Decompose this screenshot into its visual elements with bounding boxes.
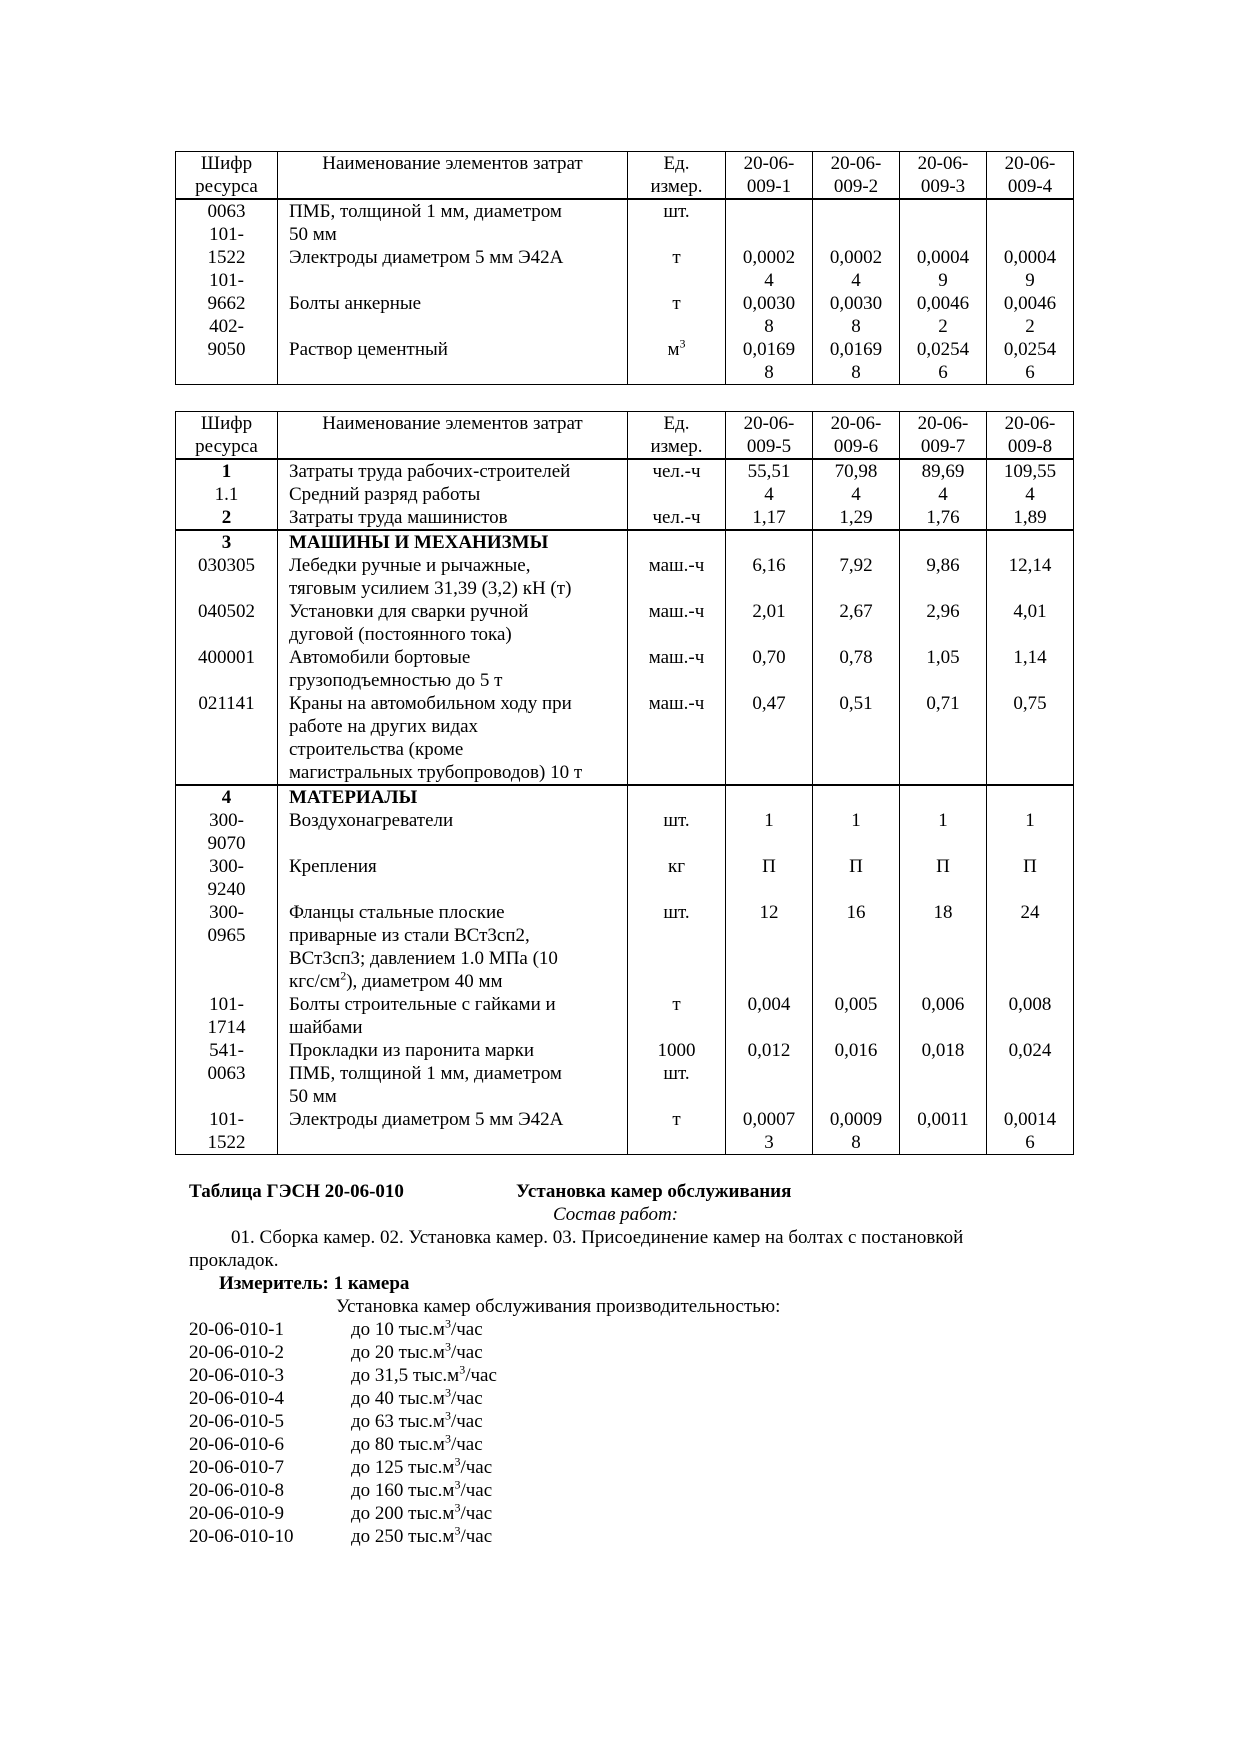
header-cell: Ед. измер. xyxy=(628,412,726,460)
item-value: до 160 $тыс.м^3$/час xyxy=(351,1477,493,1501)
value-col-009-7: 89,69 4 1,76 xyxy=(900,459,987,530)
resource-code: 0063 101- 1522 101- 9662 402- 9050 xyxy=(176,199,278,385)
item-value: до 80 $тыс.м^3$/час xyxy=(351,1431,483,1455)
value-col-009-4: 0,0004 9 0,0046 2 0,0254 6 xyxy=(987,199,1074,385)
table-row-materials xyxy=(176,785,1074,1155)
header-cell: 20-06- 009-4 xyxy=(987,152,1074,200)
resource-code: 4 300- 9070 300- 9240 300- 0965 101- 1714 541- 0063 101- 1522 xyxy=(176,785,278,1155)
item-code: 20-06-010-7 xyxy=(189,1457,284,1478)
header-cell: 20-06- 009-7 xyxy=(900,412,987,460)
header-cell: Шифр ресурса xyxy=(176,412,278,460)
item-code: 20-06-010-10 xyxy=(189,1526,294,1547)
item-code: 20-06-010-3 xyxy=(189,1365,284,1386)
value-col-009-6: 70,98 4 1,29 xyxy=(813,459,900,530)
item-value: до 10 $тыс.м^3$/час xyxy=(351,1316,483,1340)
header-cell: Наименование элементов затрат xyxy=(278,412,628,460)
value-col-009-8: 1 П 24 0,008 0,024 0,0014 6 xyxy=(987,785,1074,1155)
item-value: до 200 $тыс.м^3$/час xyxy=(351,1500,493,1524)
value-col-009-8: 109,55 4 1,89 xyxy=(987,459,1074,530)
header-cell: 20-06- 009-6 xyxy=(813,412,900,460)
item-code: 20-06-010-6 xyxy=(189,1434,284,1455)
item-value: до 125 $тыс.м^3$/час xyxy=(351,1454,493,1478)
table-header-row xyxy=(176,152,1074,200)
works-text-line-2: прокладок. xyxy=(189,1250,279,1271)
item-value: до 63 $тыс.м^3$/час xyxy=(351,1408,483,1432)
header-cell: Ед. измер. xyxy=(628,152,726,200)
section-title: Установка камер обслуживания xyxy=(516,1181,792,1202)
item-value: до 40 $тыс.м^3$/час xyxy=(351,1385,483,1409)
resource-code: 3 030305 040502 400001 021141 xyxy=(176,530,278,785)
header-cell: Наименование элементов затрат xyxy=(278,152,628,200)
works-text-line-1: 01. Сборка камер. 02. Установка камер. 03. Присоединение камер на болтах с постановкой xyxy=(231,1227,964,1248)
resource-name: МАШИНЫ И МЕХАНИЗМЫ Лебедки ручные и рычажные, тяговым усилием 31,39 (3,2) кН (т) Установки для сварки ручной дуговой (постоянного тока) Автомобили бортовые грузоподъемностью до 5 т Краны на автомобильном ходу при работе на других видах строительства (кроме магистральных трубопроводов) 10 т xyxy=(278,530,628,785)
value-col-009-2: 0,0002 4 0,0030 8 0,0169 8 xyxy=(813,199,900,385)
table-header-row xyxy=(176,412,1074,460)
table-row-machines xyxy=(176,530,1074,785)
item-value: до 20 $тыс.м^3$/час xyxy=(351,1339,483,1363)
value-col-009-6: 7,92 2,67 0,78 0,51 xyxy=(813,530,900,785)
item-code: 20-06-010-9 xyxy=(189,1503,284,1524)
item-code: 20-06-010-2 xyxy=(189,1342,284,1363)
value-col-009-8: 12,14 4,01 1,14 0,75 xyxy=(987,530,1074,785)
resource-unit: маш.-ч маш.-ч маш.-ч маш.-ч xyxy=(628,530,726,785)
value-col-009-7: 1 П 18 0,006 0,018 0,0011 xyxy=(900,785,987,1155)
resource-name: ПМБ, толщиной 1 мм, диаметром 50 мм Электроды диаметром 5 мм Э42А Болты анкерные Раствор цементный xyxy=(278,199,628,385)
resource-table-2 xyxy=(175,411,1074,1155)
item-value: до 250 $тыс.м^3$/час xyxy=(351,1523,493,1547)
header-cell: Шифр ресурса xyxy=(176,152,278,200)
table-row-labor xyxy=(176,459,1074,530)
resource-name: МАТЕРИАЛЫ Воздухонагреватели Крепления Фланцы стальные плоские приварные из стали ВСт3сп2, ВСт3сп3; давлением 1.0 МПа (10 кгс/$см^2$), диаметром 40 мм Болты строительные с гайками и шайбами Прокладки из паронита марки ПМБ, толщиной 1 мм, диаметром 50 мм Электроды диаметром 5 мм Э42А xyxy=(278,785,628,1155)
resource-unit: шт. т т $м^3$ xyxy=(628,199,726,385)
resource-unit: чел.-ч чел.-ч xyxy=(628,459,726,530)
meter-label: Измеритель: 1 камера xyxy=(219,1273,410,1294)
item-code: 20-06-010-8 xyxy=(189,1480,284,1501)
value-col-009-5: 1 П 12 0,004 0,012 0,0007 3 xyxy=(726,785,813,1155)
item-code: 20-06-010-1 xyxy=(189,1319,284,1340)
header-cell: 20-06- 009-1 xyxy=(726,152,813,200)
header-cell: 20-06- 009-8 xyxy=(987,412,1074,460)
item-value: до 31,5 $тыс.м^3$/час xyxy=(351,1362,497,1386)
value-col-009-3: 0,0004 9 0,0046 2 0,0254 6 xyxy=(900,199,987,385)
item-code: 20-06-010-5 xyxy=(189,1411,284,1432)
header-cell: 20-06- 009-3 xyxy=(900,152,987,200)
value-col-009-7: 9,86 2,96 1,05 0,71 xyxy=(900,530,987,785)
value-col-009-6: 1 П 16 0,005 0,016 0,0009 8 xyxy=(813,785,900,1155)
capacity-header: Установка камер обслуживания производительностью: xyxy=(336,1296,781,1317)
table-label: Таблица ГЭСН 20-06-010 xyxy=(189,1181,404,1202)
resource-code: 1 1.1 2 xyxy=(176,459,278,530)
value-col-009-5: 6,16 2,01 0,70 0,47 xyxy=(726,530,813,785)
resource-unit: шт. кг шт. т 1000 шт. т xyxy=(628,785,726,1155)
value-col-009-5: 55,51 4 1,17 xyxy=(726,459,813,530)
table-row xyxy=(176,199,1074,385)
header-cell: 20-06- 009-2 xyxy=(813,152,900,200)
resource-table-1 xyxy=(175,151,1074,385)
header-cell: 20-06- 009-5 xyxy=(726,412,813,460)
resource-name: Затраты труда рабочих-строителей Средний разряд работы Затраты труда машинистов xyxy=(278,459,628,530)
value-col-009-1: 0,0002 4 0,0030 8 0,0169 8 xyxy=(726,199,813,385)
item-code: 20-06-010-4 xyxy=(189,1388,284,1409)
works-subtitle: Состав работ: xyxy=(553,1204,679,1225)
